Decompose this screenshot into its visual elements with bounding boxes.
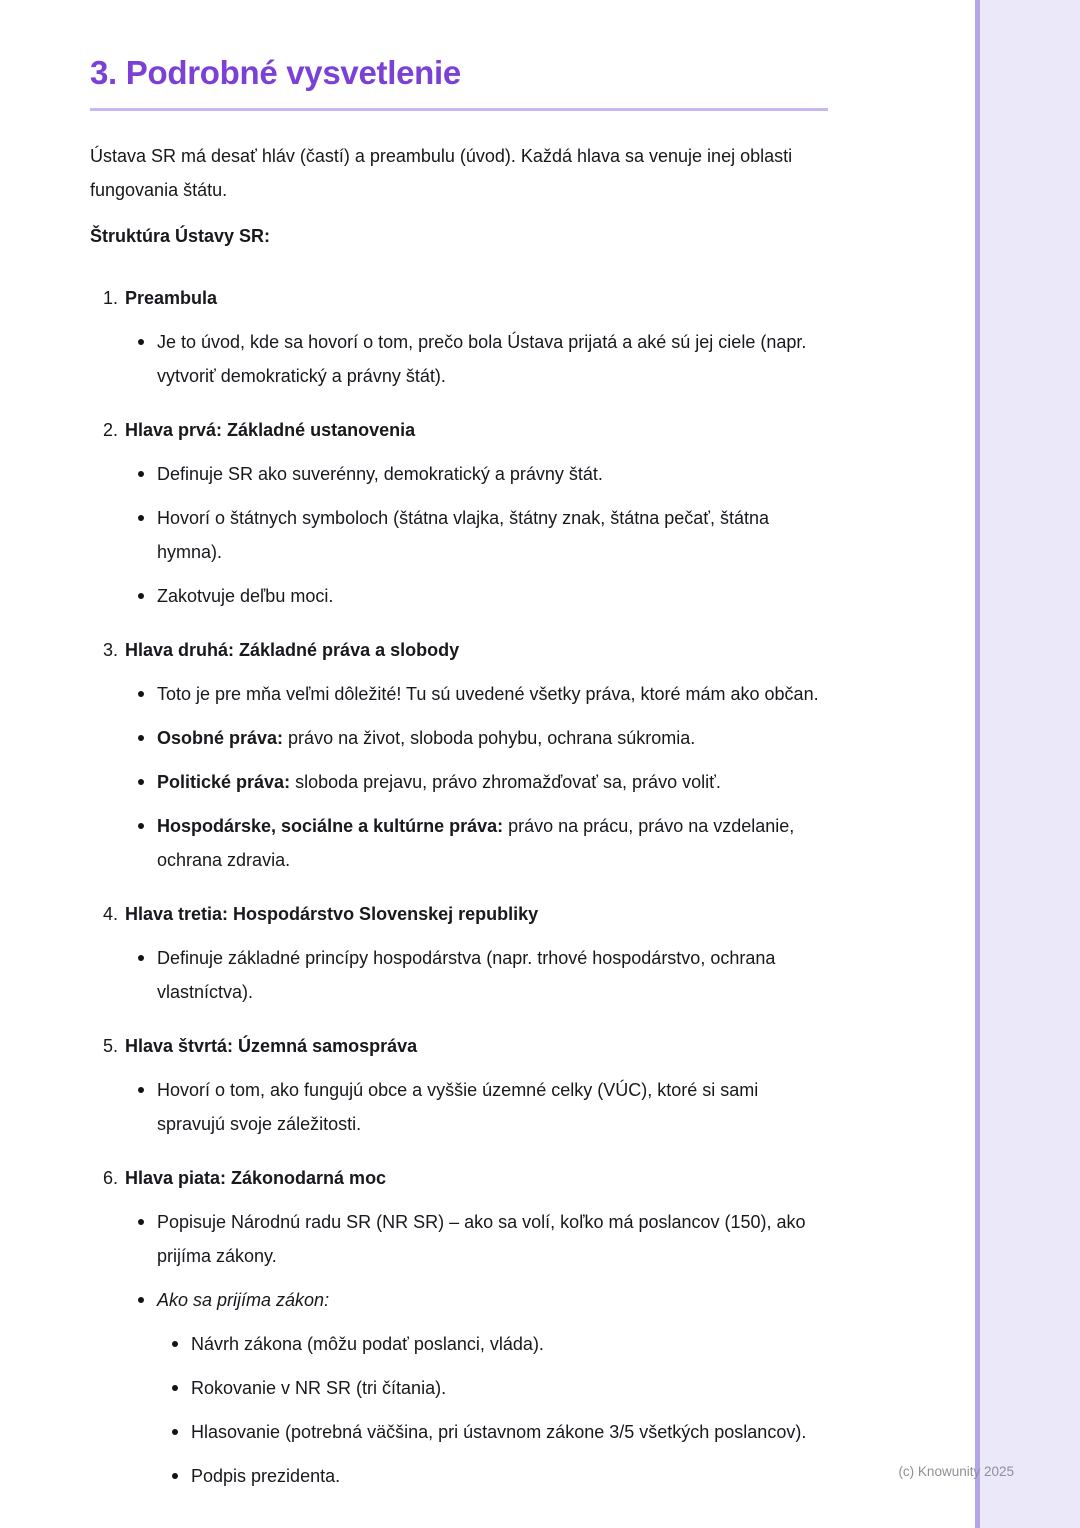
bullet-item: [90, 1073, 828, 1141]
bullet-item: [90, 1205, 828, 1273]
bullet-item: [90, 809, 828, 877]
section-title: Hlava druhá: Základné práva a slobody: [125, 640, 460, 660]
section-number: 5.: [103, 1036, 119, 1056]
outline-section: [90, 897, 828, 1009]
bullet-item: [90, 325, 828, 393]
structure-heading: Štruktúra Ústavy SR:: [90, 226, 271, 246]
bullet-item: [90, 579, 828, 613]
bullet-icon: [138, 471, 144, 477]
bullet-item: [90, 501, 828, 569]
text-run: Popisuje Národnú radu SR (NR SR) – ako sa volí, koľko má poslancov (150), ako prijíma zákony.: [157, 1212, 806, 1266]
text-run: Zakotvuje deľbu moci.: [157, 586, 334, 606]
bullet-icon: [138, 955, 144, 961]
text-run: Podpis prezidenta.: [191, 1466, 341, 1486]
section-number: 6.: [103, 1168, 119, 1188]
bullet-list: [90, 677, 828, 877]
bullet-icon: [138, 691, 144, 697]
section-number: 2.: [103, 420, 119, 440]
outline-section: [90, 281, 828, 393]
sub-bullet-item: [90, 1415, 828, 1449]
page-side-band: [980, 0, 1080, 1528]
section-heading: [90, 633, 828, 667]
page-title: 3. Podrobné vysvetlenie: [90, 54, 461, 91]
section-title: Hlava prvá: Základné ustanovenia: [125, 420, 416, 440]
bullet-icon: [172, 1473, 178, 1479]
section-title: Hlava tretia: Hospodárstvo Slovenskej republiky: [125, 904, 539, 924]
bullet-text: [191, 1371, 828, 1405]
outline-section: [90, 1161, 828, 1493]
section-title: Preambula: [125, 288, 218, 308]
bullet-icon: [138, 1219, 144, 1225]
bullet-item: [90, 721, 828, 755]
section-title: Hlava štvrtá: Územná samospráva: [125, 1036, 418, 1056]
bullet-icon: [172, 1385, 178, 1391]
text-run: Návrh zákona (môžu podať poslanci, vláda).: [191, 1334, 544, 1354]
bullet-icon: [138, 735, 144, 741]
outline-section: [90, 413, 828, 613]
bullet-text: [191, 1415, 828, 1449]
bold-run: Osobné práva:: [157, 728, 284, 748]
bullet-text: [157, 941, 828, 1009]
bullet-list: [90, 1205, 828, 1493]
text-run: právo na prácu, právo na vzdelanie, ochrana zdravia.: [157, 816, 795, 870]
text-run: Rokovanie v NR SR (tri čítania).: [191, 1378, 447, 1398]
bold-run: Hospodárske, sociálne a kultúrne práva:: [157, 816, 504, 836]
section-number: 4.: [103, 904, 119, 924]
bullet-item: [90, 457, 828, 491]
outline: [90, 281, 828, 1493]
outline-section: [90, 1029, 828, 1141]
bullet-icon: [138, 515, 144, 521]
bullet-icon: [172, 1341, 178, 1347]
section-heading: [90, 1161, 828, 1195]
bullet-text: [157, 1283, 828, 1317]
bullet-icon: [172, 1429, 178, 1435]
bullet-icon: [138, 1087, 144, 1093]
text-run: Hovorí o štátnych symboloch (štátna vlajka, štátny znak, štátna pečať, štátna hymna).: [157, 508, 770, 562]
bullet-list: [90, 325, 828, 393]
bullet-item: [90, 677, 828, 711]
text-run: Hlasovanie (potrebná väčšina, pri ústavnom zákone 3/5 všetkých poslancov).: [191, 1422, 807, 1442]
outline-section: [90, 633, 828, 877]
text-run: Definuje SR ako suverénny, demokratický a právny štát.: [157, 464, 603, 484]
text-run: právo na život, sloboda pohybu, ochrana súkromia.: [283, 728, 696, 748]
bullet-list: [90, 941, 828, 1009]
bullet-text: [157, 1073, 828, 1141]
bullet-text: [157, 1205, 828, 1273]
note-page: [90, 54, 828, 1493]
bullet-item: [90, 1283, 828, 1317]
bullet-icon: [138, 593, 144, 599]
sub-bullet-item: [90, 1371, 828, 1405]
text-run: Je to úvod, kde sa hovorí o tom, prečo bola Ústava prijatá a aké sú jej ciele (napr. vytvoriť demokratický a právny štát).: [157, 332, 807, 386]
bullet-text: [157, 721, 828, 755]
sub-bullet-item: [90, 1459, 828, 1493]
bullet-text: [157, 325, 828, 393]
bullet-item: [90, 941, 828, 1009]
bold-run: Politické práva:: [157, 772, 291, 792]
bullet-text: [191, 1459, 828, 1493]
section-number: 1.: [103, 288, 119, 308]
bullet-icon: [138, 339, 144, 345]
bullet-item: [90, 765, 828, 799]
section-heading: [90, 1029, 828, 1063]
bullet-text: [191, 1327, 828, 1361]
section-heading: [90, 413, 828, 447]
bullet-text: [157, 765, 828, 799]
bullet-list: [90, 457, 828, 613]
bullet-text: [157, 501, 828, 569]
bullet-icon: [138, 1297, 144, 1303]
bullet-icon: [138, 779, 144, 785]
bullet-text: [157, 457, 828, 491]
text-run: Toto je pre mňa veľmi dôležité! Tu sú uvedené všetky práva, ktoré mám ako občan.: [157, 684, 819, 704]
section-number: 3.: [103, 640, 119, 660]
copyright: (c) Knowunity 2025: [898, 1464, 1014, 1479]
section-heading: [90, 897, 828, 931]
section-title: Hlava piata: Zákonodarná moc: [125, 1168, 387, 1188]
bullet-list: [90, 1073, 828, 1141]
text-run: sloboda prejavu, právo zhromažďovať sa, právo voliť.: [290, 772, 721, 792]
intro-paragraph: Ústava SR má desať hláv (častí) a preambulu (úvod). Každá hlava sa venuje inej oblasti fungovania štátu.: [90, 146, 793, 200]
bullet-text: [157, 677, 828, 711]
section-heading: [90, 281, 828, 315]
bullet-text: [157, 809, 828, 877]
bullet-icon: [138, 823, 144, 829]
bullet-text: [157, 579, 828, 613]
sub-bullet-item: [90, 1327, 828, 1361]
text-run: Hovorí o tom, ako fungujú obce a vyššie územné celky (VÚC), ktoré si sami spravujú svoje záležitosti.: [157, 1080, 759, 1134]
italic-run: Ako sa prijíma zákon:: [157, 1290, 330, 1310]
title-divider: [90, 108, 828, 111]
text-run: Definuje základné princípy hospodárstva (napr. trhové hospodárstvo, ochrana vlastníctva).: [157, 948, 776, 1002]
